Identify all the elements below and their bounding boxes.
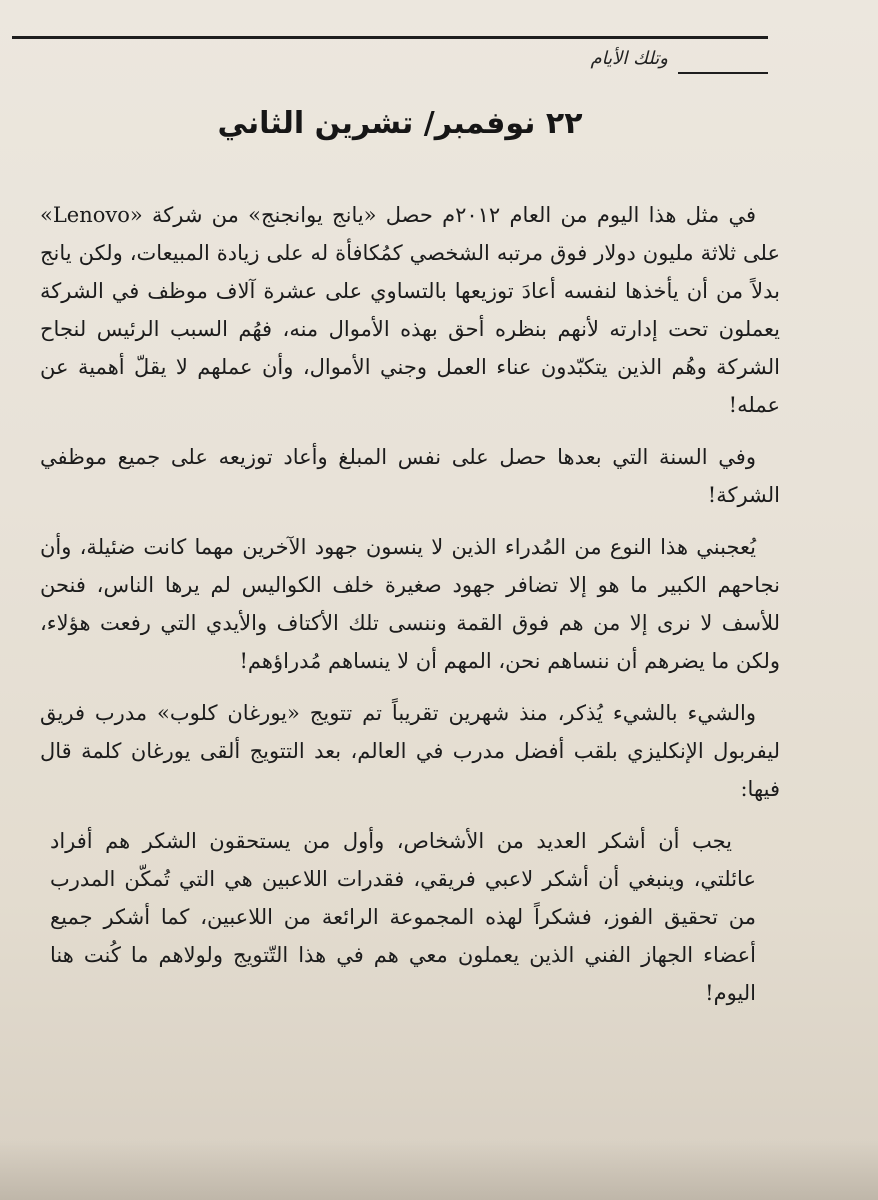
page-shadow	[0, 1140, 878, 1200]
paragraph-3: يُعجبني هذا النوع من المُدراء الذين لا ينسون جهود الآخرين مهما كانت ضئيلة، وأن نجاحهم الكبير ما هو إلا تضافر جهود صغيرة خلف الكواليس لم يرها الناس، فنحن للأسف لا نرى إلا من هم فوق القمة وننسى تلك الأكتاف والأيدي التي رفعت هؤلاء، ولكن ما يضرهم أن ننساهم نحن، المهم أن لا ينساهم مُدراؤهم!	[40, 535, 780, 673]
running-title: وتلك الأيام	[590, 48, 668, 69]
paragraph-1: في مثل هذا اليوم من العام ٢٠١٢م حصل «يانج يوانجنج» من شركة «Lenovo» على ثلاثة مليون دولار فوق مرتبه الشخصي كمُكافأة له على زيادة المبيعات، ولكن يانج بدلاً من أن يأخذها لنفسه أعادَ توزيعها بالتساوي على عشرة آلاف موظف في الشركة يعملون تحت إدارته لأنهم بنظره أحق بهذه الأموال منه، فهُم السبب الرئيس لنجاح الشركة وهُم الذين يتكبّدون عناء العمل وجني الأموال، وأن عملهم لا يقلّ أهمية عن عمله!	[40, 203, 780, 417]
paragraph-2: وفي السنة التي بعدها حصل على نفس المبلغ وأعاد توزيعه على جميع موظفي الشركة!	[40, 445, 780, 507]
page-header	[12, 22, 768, 92]
quote-block: يجب أن أشكر العديد من الأشخاص، وأول من يستحقون الشكر هم أفراد عائلتي، وينبغي أن أشكر لاعبي فريقي، فقدرات اللاعبين هي التي تُمكّن المدرب من تحقيق الفوز، فشكراً لهذه المجموعة الرائعة من اللاعبين، كما أشكر جميع أعضاء الجهاز الفني الذين يعملون معي هم في هذا التّتويج ولولاهم ما كُنت هنا اليوم!	[50, 829, 756, 1005]
body-text	[40, 196, 780, 1012]
paragraph-4: والشيء بالشيء يُذكر، منذ شهرين تقريباً تم تتويج «يورغان كلوب» مدرب فريق ليفربول الإنكليزي بلقب أفضل مدرب في العالم، بعد التتويج ألقى يورغان كلمة قال فيها:	[40, 701, 780, 801]
chapter-title: ٢٢ نوفمبر/ تشرين الثاني	[217, 106, 583, 141]
header-short-rule	[678, 72, 768, 74]
header-rule	[12, 36, 768, 39]
